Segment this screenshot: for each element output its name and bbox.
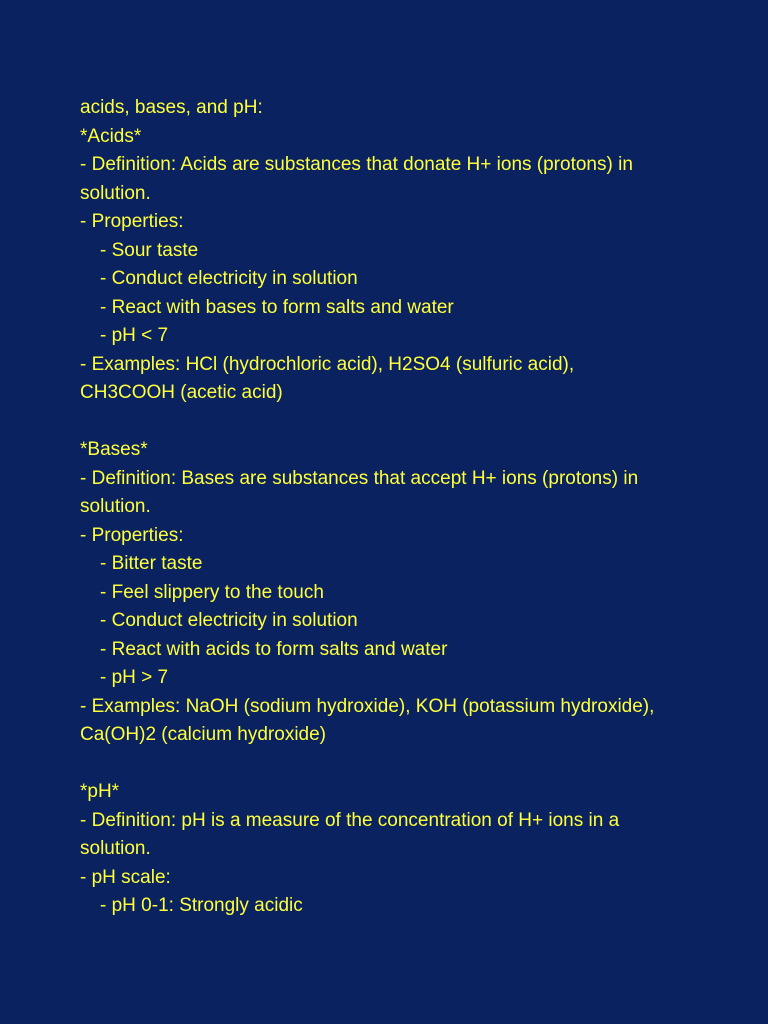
bases-property-item: - Bitter taste — [100, 553, 203, 574]
bases-property-item: - pH > 7 — [100, 667, 169, 688]
bases-property-item: - Feel slippery to the touch — [100, 581, 324, 603]
acids-definition-line-2: solution. — [80, 182, 151, 204]
acids-property-item: - React with bases to form salts and water — [100, 296, 454, 318]
acids-property-item: - pH < 7 — [100, 325, 169, 346]
acids-examples-line-2: CH3COOH (acetic acid) — [80, 382, 283, 403]
ph-scale-label: - pH scale: — [80, 866, 171, 888]
bases-definition-line-2: solution. — [80, 496, 151, 517]
acids-property-item: - Sour taste — [100, 239, 199, 261]
ph-definition-line-2: solution. — [80, 838, 151, 859]
bases-heading: *Bases* — [80, 439, 148, 460]
bases-properties-label: - Properties: — [80, 524, 184, 546]
ph-scale-item: - pH 0-1: Strongly acidic — [100, 895, 303, 916]
blank-line — [80, 750, 708, 779]
bases-examples-line-1: - Examples: NaOH (sodium hydroxide), KOH (potassium hydroxide), — [80, 695, 655, 717]
acids-examples-line-1: - Examples: HCl (hydrochloric acid), H2SO4 (sulfuric acid), — [80, 353, 575, 375]
acids-heading: *Acids* — [80, 125, 142, 147]
acids-property-item: - Conduct electricity in solution — [100, 268, 358, 289]
ph-definition-line-1: - Definition: pH is a measure of the concentration of H+ ions in a — [80, 809, 620, 831]
ph-heading: *pH* — [80, 781, 120, 802]
bases-definition-line-1: - Definition: Bases are substances that accept H+ ions (protons) in — [80, 467, 639, 489]
bases-examples-line-2: Ca(OH)2 (calcium hydroxide) — [80, 724, 327, 745]
bases-property-item: - React with acids to form salts and water — [100, 638, 448, 660]
acids-properties-label: - Properties: — [80, 211, 184, 232]
acids-definition-line-1: - Definition: Acids are substances that donate H+ ions (protons) in — [80, 154, 633, 175]
bases-property-item: - Conduct electricity in solution — [100, 610, 358, 631]
document-title: acids, bases, and pH: — [80, 97, 263, 118]
blank-line — [80, 408, 708, 437]
